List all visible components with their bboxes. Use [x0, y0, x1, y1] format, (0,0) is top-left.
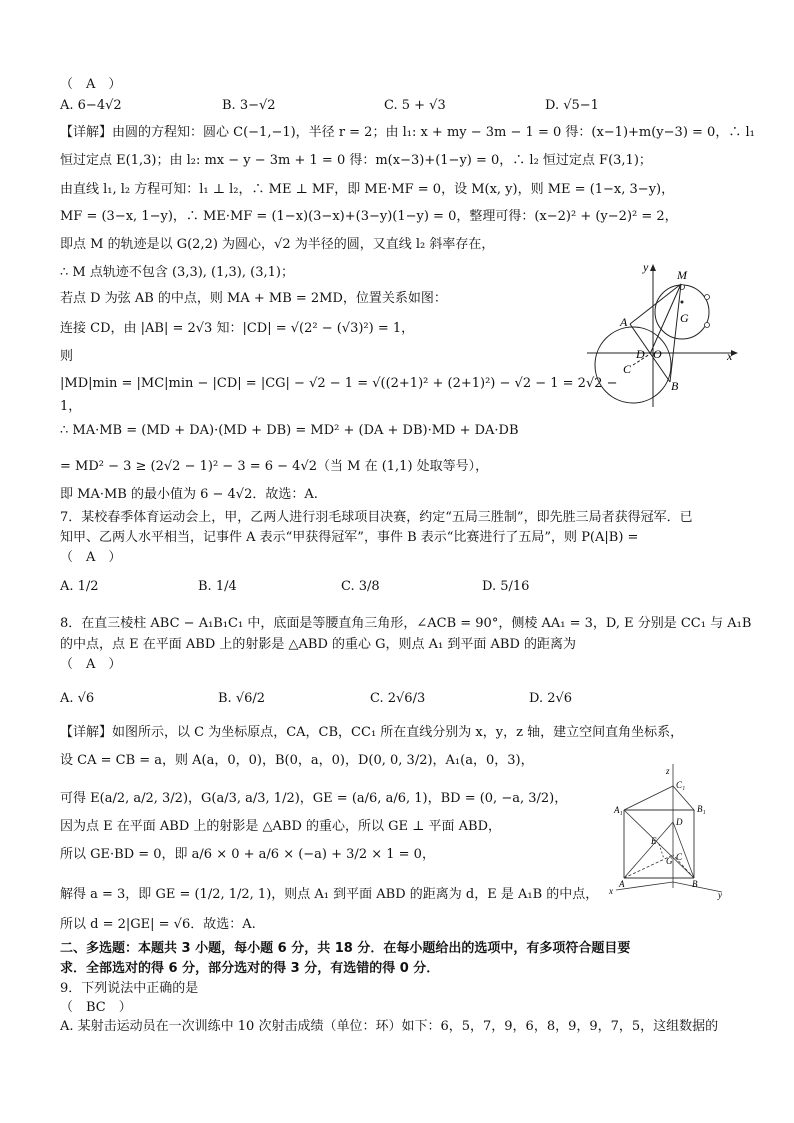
y-axis: [673, 882, 722, 892]
q6-answer: （ A ）: [60, 77, 122, 92]
label-d: D: [636, 347, 645, 361]
label-y: y: [718, 890, 722, 900]
q6-solution-line: 即点 M 的轨迹是以 G(2,2) 为圆心，√2 为半径的圆，又直线 l₂ 斜率存在，: [60, 237, 495, 252]
q7-stem: 知甲、乙两人水平相当，记事件 A 表示“甲获得冠军”，事件 B 表示“比赛进行了五局”，则 P(A|B) =: [60, 530, 639, 545]
label-b: B: [692, 879, 698, 889]
prism-diagram: [606, 760, 730, 900]
q9-option-a: A. 某射击运动员在一次训练中 10 次射击成绩（单位：环）如下：6，5，7，9，6，8，9，9，7，5，这组数据的: [60, 1019, 719, 1034]
q8-solution-line: 【详解】如图所示，以 C 为坐标原点，CA，CB，CC₁ 所在直线分别为 x，y，z 轴，建立空间直角坐标系，: [60, 725, 684, 740]
segment-bd: [673, 822, 694, 878]
q6-option-b: B. 3−√2: [222, 98, 276, 113]
x-axis: [616, 882, 673, 890]
label-g: G: [680, 311, 689, 325]
q6-solution-line: 则: [60, 349, 74, 364]
q8-solution-line: 设 CA = CB = a，则 A(a，0，0)，B(0，a，0)，D(0, 0, 3/2)，A₁(a，0，3)，: [60, 753, 534, 768]
q6-solution-line: 【详解】由圆的方程知：圆心 C(−1,−1)，半径 r = 2；由 l₁: x + my − 3m − 1 = 0 得：(x−1)+m(y−3) = 0，∴ l₁: [60, 125, 755, 140]
q6-solution-line: 连接 CD，由 |AB| = 2√3 知：|CD| = √(2² − (√3)²) = 1，: [60, 321, 415, 336]
q8-answer: （ A ）: [60, 657, 122, 672]
q7-option-d: D. 5/16: [482, 579, 530, 594]
section-heading: 求．全部选对的得 6 分，部分选对的得 3 分，有选错的得 0 分．: [60, 961, 440, 976]
q8-solution-line: 因为点 E 在平面 ABD 上的射影是 △ABD 的重心，所以 GE ⊥ 平面 ABD，: [60, 819, 502, 834]
q8-option-b: B. √6/2: [218, 691, 266, 706]
q6-option-a: A. 6−4√2: [60, 98, 122, 113]
q6-solution-line: 由直线 l₁, l₂ 方程可知：l₁ ⊥ l₂，∴ ME ⊥ MF，即 ME·MF = 0，设 M(x, y)，则 ME = (1−x, 3−y)，: [60, 182, 675, 197]
q9-answer: （ BC ）: [60, 1000, 132, 1015]
q6-solution-line: = MD² − 3 ≥ (2√2 − 1)² − 3 = 6 − 4√2（当 M 在 (1,1) 处取等号），: [60, 459, 489, 474]
q8-stem: 的中点，点 E 在平面 ABD 上的射影是 △ABD 的重心 G，则点 A₁ 到平面 ABD 的距离为: [60, 637, 577, 652]
q6-option-c: C. 5 + √3: [384, 98, 446, 113]
circle-diagram: [585, 262, 740, 412]
q6-option-d: D. √5−1: [545, 98, 599, 113]
segment-mb: [670, 284, 681, 382]
label-o: O: [653, 347, 662, 361]
y-axis-arrow: [650, 264, 656, 271]
label-x: x: [727, 349, 733, 363]
q6-solution-line: 1，: [60, 399, 82, 414]
label-b: B: [671, 379, 679, 393]
q6-solution-line: 即 MA·MB 的最小值为 6 − 4√2．故选：A.: [60, 487, 318, 502]
q6-solution-line: MF = (3−x, 1−y)，∴ ME·MF = (1−x)(3−x)+(3−y)(1−y) = 0，整理可得：(x−2)² + (y−2)² = 2，: [60, 209, 678, 224]
q6-solution-line: 恒过定点 E(1,3)；由 l₂: mx − y − 3m + 1 = 0 得：m(x−3)+(1−y) = 0，∴ l₂ 恒过定点 F(3,1)；: [60, 153, 652, 168]
hole-point: [705, 323, 710, 328]
q7-option-a: A. 1/2: [60, 579, 99, 594]
q8-option-d: D. 2√6: [529, 691, 573, 706]
q7-option-c: C. 3/8: [341, 579, 380, 594]
q6-solution-line: 若点 D 为弦 AB 的中点，则 MA + MB = 2MD，位置关系如图：: [60, 291, 447, 306]
q8-solution-line: 解得 a = 3，即 GE = (1/2, 1/2, 1)，则点 A₁ 到平面 ABD 的距离为 d，E 是 A₁B 的中点，: [60, 887, 599, 902]
label-a1: A₁: [614, 805, 623, 815]
q8-solution-line: 所以 GE·BD = 0，即 a/6 × 0 + a/6 × (−a) + 3/2 × 1 = 0，: [60, 847, 435, 862]
label-a: A: [620, 315, 628, 329]
label-e: E: [651, 836, 657, 846]
label-z: z: [666, 766, 670, 776]
q8-solution-line: 所以 d = 2|GE| = √6．故选：A.: [60, 917, 256, 932]
label-c1: C₁: [676, 780, 686, 790]
label-g: G: [666, 856, 673, 866]
label-b1: B₁: [697, 804, 706, 814]
q9-stem: 9．下列说法中正确的是: [60, 981, 199, 996]
q7-answer: （ A ）: [60, 550, 122, 565]
section-heading: 二、多选题：本题共 3 小题，每小题 6 分，共 18 分．在每小题给出的选项中，有多项符合题目要: [60, 941, 631, 956]
q7-option-b: B. 1/4: [198, 579, 237, 594]
q8-solution-line: 可得 E(a/2, a/2, 3/2)，G(a/3, a/3, 1/2)，GE = (a/6, a/6, 1)，BD = (0, −a, 3/2)，: [60, 791, 568, 806]
label-c: C: [623, 362, 632, 376]
q7-stem: 7．某校春季体育运动会上，甲，乙两人进行羽毛球项目决赛，约定“五局三胜制”，即先胜三局者获得冠军．已: [60, 510, 693, 525]
q8-option-c: C. 2√6/3: [370, 691, 426, 706]
label-d: D: [676, 817, 683, 827]
q8-option-a: A. √6: [60, 691, 95, 706]
hole-point: [705, 295, 710, 300]
label-m: M: [677, 268, 687, 282]
q6-solution-line: ∴ MA·MB = (MD + DA)·(MD + DB) = MD² + (DA + DB)·MD + DA·DB: [60, 423, 519, 438]
label-c: C: [676, 852, 683, 862]
label-y: y: [643, 262, 649, 274]
q6-solution-line: |MD|min = |MC|min − |CD| = |CG| − √2 − 1 = √((2+1)² + (2+1)²) − √2 − 1 = 2√2 −: [60, 376, 618, 391]
q6-solution-line: ∴ M 点轨迹不包含 (3,3), (1,3), (3,1)；: [60, 265, 294, 280]
label-a: A: [619, 879, 625, 889]
point-g: [681, 301, 684, 304]
segment-md: [650, 284, 681, 354]
label-x: x: [609, 886, 613, 896]
q8-stem: 8．在直三棱柱 ABC − A₁B₁C₁ 中，底面是等腰直角三角形，∠ACB = 90°，侧棱 AA₁ = 3，D, E 分别是 CC₁ 与 A₁B: [60, 616, 752, 631]
